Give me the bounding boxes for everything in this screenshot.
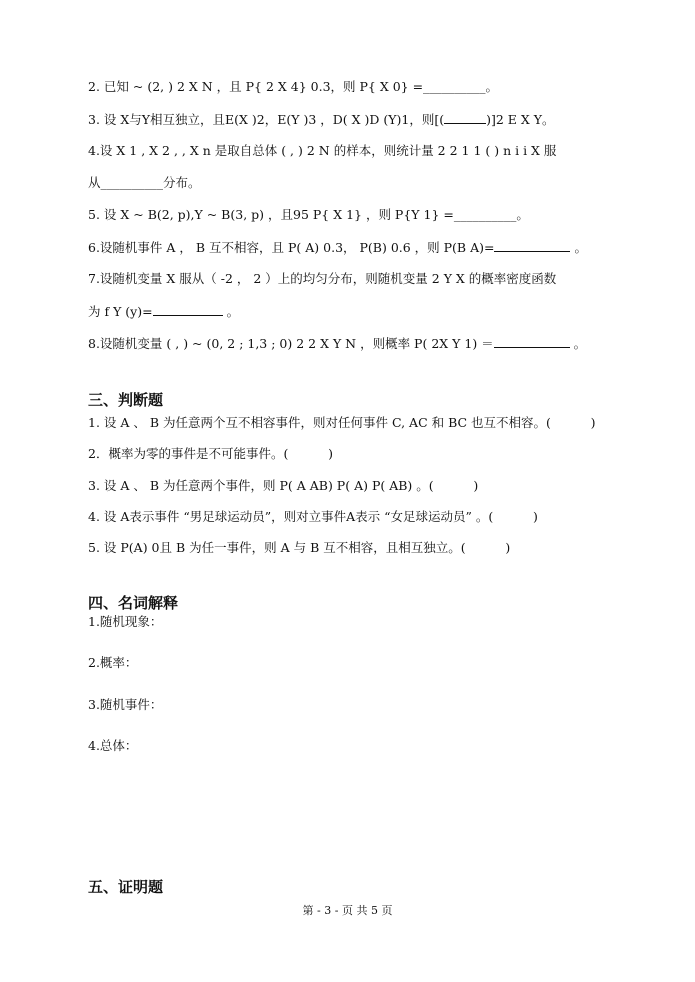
- question-2: 2. 已知 ~ (2, ) 2 X N ，且 P{ 2 X 4} 0.3，则 P{ X 0} =__________。: [88, 79, 499, 94]
- section-5-heading: 五、证明题: [88, 878, 164, 896]
- question-5: 5. 设 X ~ B(2, p),Y ~ B(3, p) ，且95 P{ X 1} ，则 P{Y 1} =__________。: [88, 207, 529, 222]
- answer-blank: [494, 335, 570, 348]
- question-8-prefix: 8.设随机变量 ( , ) ~ (0, 2 ; 1,3 ; 0) 2 2 X Y N ，则概率 P( 2X Y 1) ＝: [88, 336, 494, 351]
- judge-item-3: 3. 设 A 、 B 为任意两个事件，则 P( A AB) P( A) P( AB) 。( ): [88, 478, 479, 493]
- question-8: [88, 335, 586, 352]
- answer-blank: [494, 239, 570, 252]
- question-6-prefix: 6.设随机事件 A ， B 互不相容，且 P( A) 0.3， P(B) 0.6 ，则 P(B A)=: [88, 240, 495, 255]
- question-4-line-2: 从__________分布。: [88, 175, 201, 190]
- section-3-heading: 三、判断题: [88, 391, 164, 409]
- question-6: [88, 239, 587, 256]
- page-footer: 第 - 3 - 页 共 5 页: [302, 904, 393, 917]
- judge-item-2: 2．概率为零的事件是不可能事件。( ): [88, 446, 333, 461]
- question-3-suffix: )]2 E X Y。: [486, 112, 555, 127]
- question-8-suffix: 。: [569, 336, 587, 351]
- section-4-heading: 四、名词解释: [88, 594, 179, 612]
- question-3-prefix: 3. 设 X与Y相互独立，且E(X )2，E(Y )3 ，D( X )D (Y)1，则[(: [88, 112, 445, 127]
- question-7-suffix: 。: [222, 304, 240, 319]
- term-item-4: 4.总体：: [88, 738, 138, 753]
- question-6-suffix: 。: [570, 240, 587, 255]
- judge-item-4: 4. 设 A表示事件 “男足球运动员”，则对立事件A表示 “女足球运动员” 。( ): [88, 509, 538, 524]
- term-item-3: 3.随机事件：: [88, 697, 163, 712]
- question-3: [88, 111, 555, 128]
- question-7-line-1: 7.设随机变量 X 服从（ -2 ， 2 ）上的均匀分布，则随机变量 2 Y X 的概率密度函数: [88, 271, 557, 286]
- term-item-2: 2.概率：: [88, 655, 138, 670]
- question-7-prefix: 为 f Y (y)=: [88, 304, 153, 319]
- judge-item-5: 5. 设 P(A) 0且 B 为任一事件，则 A 与 B 互不相容，且相互独立。( ): [88, 540, 511, 555]
- question-4-line-1: 4.设 X 1 , X 2 , , X n 是取自总体 ( , ) 2 N 的样本，则统计量 2 2 1 1 ( ) n i i X 服: [88, 143, 557, 158]
- answer-blank: [153, 303, 223, 316]
- judge-item-1: 1. 设 A 、 B 为任意两个互不相容事件，则对任何事件 C, AC 和 BC 也互不相容。( ): [88, 415, 596, 430]
- answer-blank: [444, 111, 486, 124]
- term-item-1: 1.随机现象：: [88, 614, 163, 629]
- question-7-line-2: [88, 303, 239, 320]
